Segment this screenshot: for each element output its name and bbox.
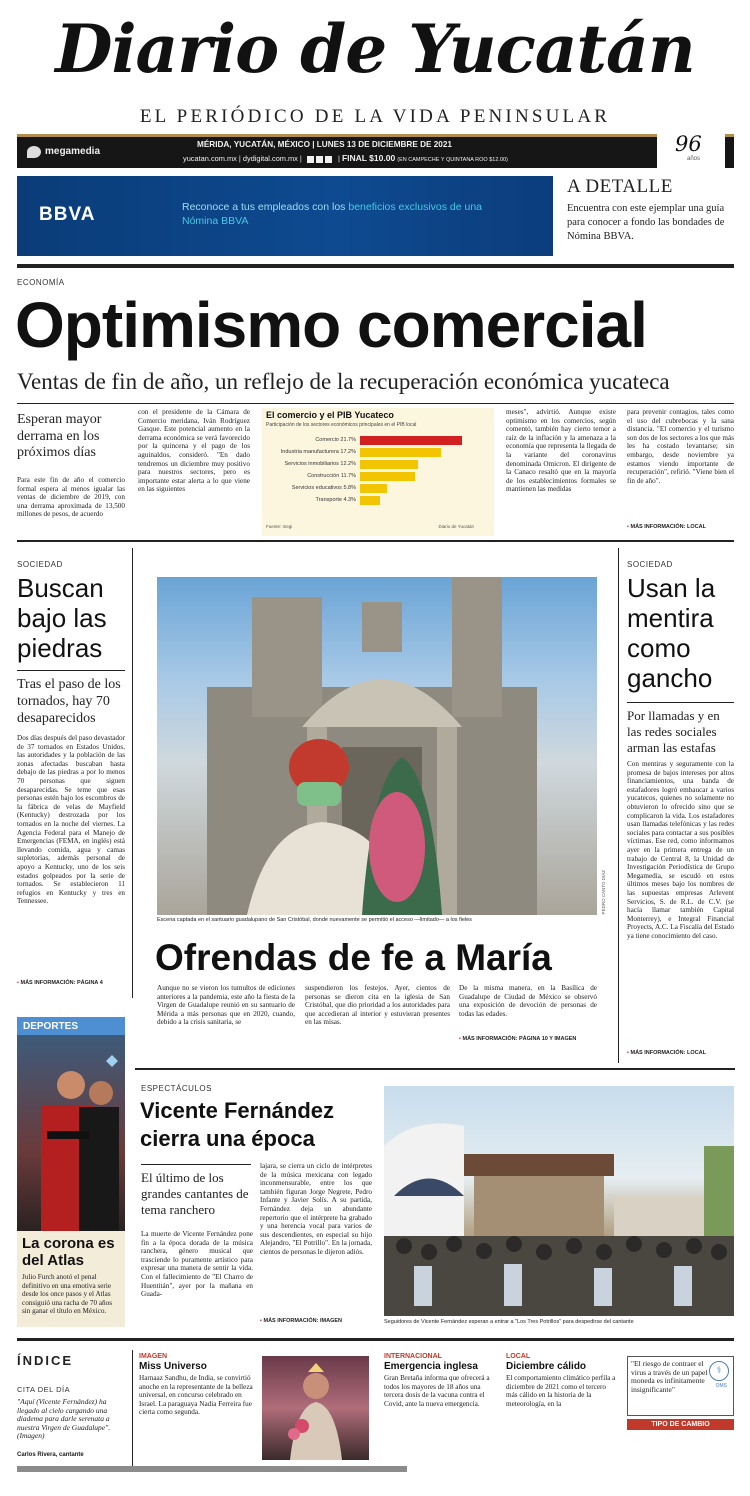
exchange-label[interactable]: TIPO DE CAMBIO [627, 1419, 734, 1430]
sports-label: DEPORTES [17, 1017, 125, 1035]
chart-bar [360, 460, 418, 469]
right-kicker: SOCIEDAD [627, 560, 673, 569]
index-kicker: INTERNACIONAL [384, 1353, 442, 1360]
bird-icon [27, 146, 41, 158]
left-deck: Tras el paso de los tornados, hay 70 desaparecidos [17, 677, 121, 726]
tower-left [252, 597, 322, 717]
chart-bar [360, 484, 387, 493]
chart-bar [360, 496, 380, 505]
right-deck: Por llamadas y en las redes sociales arman las estafas [627, 708, 720, 755]
index-item-text: Gran Bretaña informa que ofrecerá a todos los mayores de 18 años una tercera dosis de la vacuna contra el Covid, ante la nueva emergencia. [384, 1374, 490, 1408]
face-mask [297, 782, 341, 806]
tower-center [362, 602, 402, 652]
years-number: 96 [675, 132, 702, 156]
index-item-title: Emergencia inglesa [384, 1361, 478, 1372]
who-logo-icon: ⚕ [716, 1366, 722, 1376]
who-badge [709, 1361, 729, 1381]
index-kicker: IMAGEN [139, 1353, 167, 1360]
vicente-photo[interactable] [384, 1086, 734, 1316]
lead-col3: meses", advirtió. Aunque existe optimismo en los comercios, según comentó, también hay cierto temor a raíz de la inflación y la amenaza a la economía que representa la llegada de la variante del coronavirus denominada Omicron. El dirigente de la Canaco resaltó que en la mayoría de los establecimientos formales se mantienen las medidas [506, 408, 616, 494]
years-label: años [687, 156, 701, 162]
divider-thick [17, 264, 734, 268]
shell-arch [302, 680, 462, 728]
ad-highlight: beneficios exclusivos de una Nómina BBVA [182, 201, 483, 227]
crowd-illustration [384, 1086, 734, 1316]
chart-source-right: Diario de Yucatán [438, 524, 474, 529]
divider [17, 403, 734, 404]
center-col3: De la misma manera, en la Basílica de Guadalupe de Ciudad de México se observó una exposición de devoción de personas de todas las edades. [459, 984, 597, 1018]
vicente-kicker: ESPECTÁCULOS [141, 1084, 212, 1093]
church-illustration [157, 577, 597, 915]
price: FINAL $10.00 [341, 153, 396, 163]
col-divider [132, 548, 133, 998]
atlas-photo [17, 1035, 125, 1231]
index-item[interactable] [139, 1353, 254, 1460]
chart-category-label: Transporte 4.3% [315, 497, 356, 503]
chart-bar-row [262, 458, 494, 470]
vicente-more[interactable]: ▪ MÁS INFORMACIÓN: IMAGEN [260, 1318, 342, 1324]
center-more[interactable]: ▪ MÁS INFORMACIÓN: PÁGINA 10 Y IMAGEN [459, 1036, 576, 1042]
bbva-ad[interactable] [17, 176, 553, 256]
vicente-col2: lajara, se cierra un ciclo de intérpretes de la música mexicana con legado inconmensurable, entre los que también figuran Jorge Negrete, Pedro Infante y Javier Solís. A su partida, Fernández deja un abundante repertorio que el intérprete ha grabado y una herencia vocal para varios de sus descendientes, en especial su hijo Alejandro, "El Potrillo". En la jornada, cientos de personas le dijeron adiós. [260, 1162, 372, 1256]
lead-col2: con el presidente de la Cámara de Comercio meridana, Iván Rodríguez Gasque. Este potencial aumento en la derrama económica se verá favorecido por la quincena y el pago de los aguinaldos, consideró. "En dado tendremos un diciembre muy positivo para nuestros sectores, pero es importante estar alerta a lo que viene en las siguientes [138, 408, 250, 494]
price-note: (EN CAMPECHE Y QUINTANA ROO $12.00) [397, 157, 508, 163]
lead-col4: para prevenir contagios, tales como el uso del cubrebocas y la sana distancia. "El comercio y el turismo son dos de los sectores a los que más les ha costado levantarse; sin embargo, desde noviembre ya estamos viendo importante de recuperación", refirió. "Viene bien el fin de año". [627, 408, 734, 485]
masthead-tagline: EL PERIÓDICO DE LA VIDA PENINSULAR [139, 106, 611, 127]
chart-bar [360, 448, 441, 457]
index-item[interactable] [506, 1353, 616, 1460]
lead-kicker: ECONOMÍA [17, 278, 65, 287]
economy-chart [262, 408, 494, 536]
index-kicker: LOCAL [506, 1353, 531, 1360]
quote-text: "Aquí (Vicente Fernández) ha llegado al cielo cargando una diadema para darle serenata a nuestra Virgen de Guadalupe". (Imagen) [17, 1397, 111, 1441]
chart-bar [360, 472, 415, 481]
ad-side [567, 176, 735, 256]
chart-bar-row [262, 434, 494, 446]
chart-category-label: Comercio 21.7% [315, 437, 356, 443]
chart-subtitle: Participación de los sectores económicos principales en el PIB local [266, 422, 417, 428]
lead-deck: Esperan mayor derrama en los próximos días [17, 412, 102, 460]
chart-category-label: Servicios inmobiliarios 12.2% [284, 461, 356, 467]
sports-body: Julio Furch anotó el penal definitivo en una emotiva serie desde los once pasos y el Atlas consiguió una racha de 70 años sin ganar el título en México. [22, 1273, 113, 1316]
sports-headline: La corona es del Atlas [22, 1235, 115, 1269]
weblinks-line: yucatan.com.mx | dydigital.com.mx | | FINAL $10.00 (EN CAMPECHE Y QUINTANA ROO $12.00) [183, 153, 508, 163]
ad-side-text: Encuentra con este ejemplar una guía para conocer a fondo las bondades de Nómina BBVA. [567, 203, 725, 242]
social-icons[interactable] [307, 156, 333, 163]
tower-right [452, 577, 502, 717]
dateline: MÉRIDA, YUCATÁN, MÉXICO | LUNES 13 DE DICIEMBRE DE 2021 [197, 140, 452, 149]
left-more[interactable]: ▪ MÁS INFORMACIÓN: PÁGINA 4 [17, 980, 103, 986]
divider [141, 1164, 251, 1165]
right-body: Con mentiras y seguramente con la promesa de bajos intereses por altos financiamientos, una banda de estafadores logró embaucar a varios yucatecos, quienes no solamente no obtuvieron lo ofrecido sino que se complicaron la vida. Los estafadores usan llamadas telefónicas y las redes sociales para contactar a sus posibles víctimas. Ese red, como informamos ayer en la primera entrega de un trabajo de Central 8, la Unidad de Investigación Periodística de Grupo Megamedia, se escudó en estos últimos meses bajo los nombres de las supuestas empresas Arlevent Servicios, S. de R.L. de C.V. (se hacía llamar también Capital Monterrey), e Integral Financial Proyects, A.C. La Fiscalía del Estado ya tiene conocimiento del caso. [627, 760, 734, 940]
masthead-title: Diario de Yucatán [55, 10, 695, 88]
chart-category-label: Servicios educativos 5.8% [291, 485, 356, 491]
divider [627, 702, 734, 703]
megamedia-logo [27, 144, 127, 162]
index-item[interactable] [384, 1353, 499, 1460]
ad-side-title: A DETALLE [567, 176, 673, 197]
church-photo[interactable] [157, 577, 597, 915]
divider-thick [17, 1338, 734, 1341]
vicente-deck: El último de los grandes cantantes de tema ranchero [141, 1170, 249, 1217]
quote-label: CITA DEL DÍA [17, 1385, 71, 1394]
players-illustration [17, 1035, 125, 1231]
chart-bar-row [262, 470, 494, 482]
quote-author: Carlos Rivera, cantante [17, 1452, 84, 1458]
anniversary-badge [657, 133, 725, 169]
column-right [437, 727, 457, 915]
index-item-text: El comportamiento climático perfila a diciembre de 2021 como el tercero más cálido en la historia de la meteorología, en la [506, 1374, 616, 1408]
sports-box[interactable] [17, 1017, 125, 1327]
chart-bar-row [262, 446, 494, 458]
divider [17, 670, 125, 671]
who-badge-label: OMS [715, 1383, 727, 1389]
chart-bar-row [262, 482, 494, 494]
brand-name: megamedia [45, 146, 101, 157]
lead-headline[interactable]: Optimismo comercial [15, 289, 647, 361]
chart-category-label: Industria manufacturera 17.2% [280, 449, 356, 455]
divider [135, 1068, 735, 1070]
left-headline[interactable]: Buscan bajo las piedras [17, 573, 107, 663]
lead-col1: Para este fin de año el comercio formal espera al menos igualar las ventas de diciembre de 2019, con una derrama aproximada de 13,500 millones de pesos, de acuerdo [17, 476, 125, 519]
index-item-text: Harnaaz Sandhu, de India, se convirtió anoche en la representante de la belleza universal, en concurso celebrado en Israel. La paraguaya Nadia Ferreira fue cierta como segunda. [139, 1374, 253, 1417]
chart-bar [360, 436, 462, 445]
chart-category-label: Construcción 11.7% [307, 473, 356, 479]
chart-bar-row [262, 494, 494, 506]
vicente-caption: Seguidores de Vicente Fernández esperan a entrar a "Los Tres Potrillos" para despedirse del cantante [384, 1319, 634, 1325]
center-headline[interactable]: Ofrendas de fe a María [155, 937, 552, 978]
right-headline[interactable]: Usan la mentira como gancho [627, 573, 716, 693]
weblinks[interactable]: yucatan.com.mx | dydigital.com.mx | [183, 154, 302, 163]
chart-source-left: Fuente: Inegi [266, 524, 293, 529]
lead-subhead: Ventas de fin de año, un reflejo de la recuperación económica yucateca [17, 369, 670, 394]
who-quote: "El riesgo de contraer el virus a través de un papel moneda es infinitamente insignificante" [631, 1359, 708, 1394]
footer-bar [17, 1466, 407, 1472]
ad-copy [182, 200, 512, 228]
photo-credit: PEDRO CANTO DIAZ [601, 870, 606, 915]
ad-text: Reconoce a tus empleados con los [182, 201, 349, 213]
bbva-logo: BBVA [39, 204, 96, 225]
index-item-title: Miss Universo [139, 1361, 207, 1372]
vicente-col1: La muerte de Vicente Fernández pone fin a la época dorada de la música ranchera, género musical que trasciende lo puramente artístico para expresar una manera de sentir la vida. Con el fallecimiento de "El Charro de Huentitán", ayer por la mañana en Guada- [141, 1230, 253, 1299]
divider [17, 540, 734, 542]
col-divider [132, 1350, 133, 1472]
who-quote-box [627, 1356, 734, 1416]
col-divider [618, 548, 619, 1063]
dateline-bar [17, 134, 734, 168]
virgin-robe [369, 792, 425, 902]
center-col1: Aunque no se vieron los tumultos de ediciones anteriores a la pandemia, este año la fiesta de la Virgen de Guadalupe reunió en su santuario de Mérida a más personas que en 2020, cuando, debido a la crisis sanitaria, se [157, 984, 295, 1027]
masthead [0, 0, 750, 170]
photo-caption: Escena captada en el santuario guadalupano de San Cristóbal, donde nuevamente se permitió el acceso —limitado— a los fieles [157, 917, 472, 923]
index-title: ÍNDICE [17, 1353, 74, 1368]
lead-more[interactable]: ▪ MÁS INFORMACIÓN: LOCAL [627, 524, 706, 530]
miss-universe-illustration [262, 1356, 369, 1460]
index-item-title: Diciembre cálido [506, 1361, 587, 1372]
center-col2: suspendieron los festejos. Ayer, cientos de personas se dieron cita en la iglesia de San Cristóbal, que dio prioridad a los autoridades para que accedieran al interior y estuvieran presentes en las misas. [305, 984, 450, 1027]
miss-universe-photo[interactable] [262, 1356, 369, 1460]
chart-bars [262, 434, 494, 506]
vicente-headline[interactable]: Vicente Fernández cierra una época [140, 1098, 334, 1151]
right-more[interactable]: ▪ MÁS INFORMACIÓN: LOCAL [627, 1050, 706, 1056]
left-kicker: SOCIEDAD [17, 560, 63, 569]
chart-title: El comercio y el PIB Yucateco [266, 410, 394, 420]
left-body: Dos días después del paso devastador de 37 tornados en Estados Unidos, las autoridades y la población de las zonas afectadas buscaban hasta debajo de las piedras a por lo menos 70 personas que siguen desaparecidas. Se teme que esas personas estén bajo los escombros de la fábrica de velas de Mayfield (Kentucky) destrozada por los tornados en la noche del viernes. La Agencia Federal para el Manejo de Emergencias (FEMA, en inglés) está llevando comida, agua y camas supletorias, además personal de apoyo a Kentucky, uno de los seis estados golpeados por la serie de tornados. Se establecieron 11 refugios en Kentucky y tres en Tennessee. [17, 734, 125, 906]
